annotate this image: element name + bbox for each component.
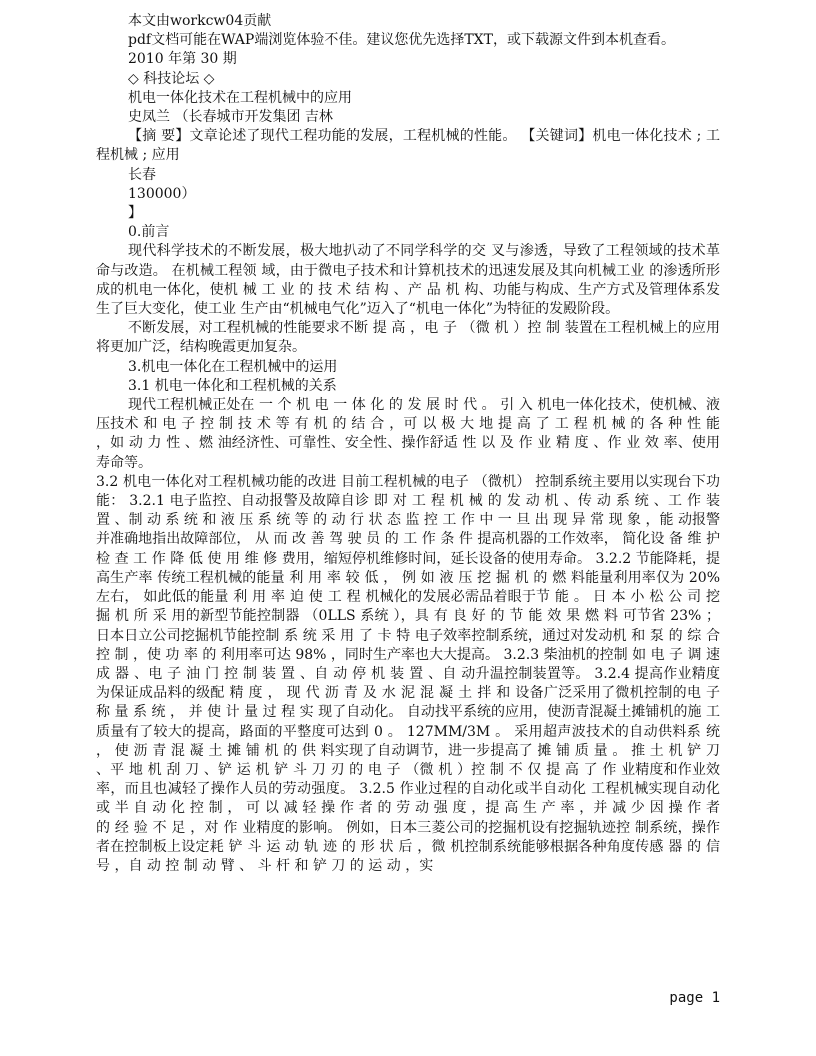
issue-line: 2010 年第 30 期 — [128, 51, 237, 68]
section-3-1-heading: 3.1 机电一体化和工程机械的关系 — [128, 377, 337, 394]
city-line: 长春 — [128, 166, 156, 183]
section-3-2-paragraph: 3.2 机电一体化对工程机械功能的改进 目前工程机械的电子 （微机） 控制系统主要用以实现台下功 能： 3.2.1 电子监控、自动报警及故障自诊 即 对 工 程 机 械 的 发 动 机 、传 动 系 统 、工 作 装 置 、制 动 系 统 和 液 压 系 统 等 的 动 行 状 态 监 控 工 作 中 一 旦 出 现 异 常 现 象 ，能 动报警并准确地指出故障部位， 从 而 改 善 驾 驶 员 的 工 作 条 件 提高机器的工作效率， 简化设 备 维 护 检 查 工 作 降 低 使 用 维 修 费用，缩短停机维修时间，延长设备的使用寿命。 3.2.2 节能降耗，提高生产率 传统工程机械的能量 利 用 率 较 低 ， 例 如 液 压 挖 掘 机 的 燃 料能量利用率仅为 20% 左右， 如此低的能量 利 用 率 迫 使 工 程 机械化的发展必需品着眼于节 能 。 日 本 小 松 公 司 挖 掘 机 所 采 用的新型节能控制器 （0LLS 系统 ），具 有 良 好 的 节 能 效 果 燃 料 可节省 23% ； 日本日立公司挖掘机节能控制 系 统 采 用 了 卡 特 电子效率控制系统，通过对发动机 和 泵 的 综 合 控 制 ，使 功 率 的 利用率可达 98% ，同时生产率也大大提高。 3.2.3 柴油机的控制 如 电 子 调 速 成 器 、电 子 油 门 控 制 装 置 、自 动 停 机 装 置 、自 动升温控制装置等。 3.2.4 提高作业精度 为保证成品料的级配 精 度 ， 现 代 沥 青 及 水 泥 混 凝 土 拌 和 设备广泛采用了微机控制的电 子 称 量 系 统 ， 并 使 计 量 过 程 实 现了自动化。 自动找平系统的应用，使沥青混凝土摊铺机的施 工质量有了较大的提高，路面的平整度可达到 0 。 127MM/3M 。 采用超声波技术的自动供料系 统 ， 使 沥 青 混 凝 土 摊 铺 机 的 供 料实现了自动调节，进一步提高了 摊 铺 质 量 。 推 土 机 铲 刀 、平 地 机 刮 刀 、铲 运 机 铲 斗 刀 刃 的 电 子 （微 机 ）控 制 不 仅 提 高 了 作 业精度和作业效率，而且也减轻了操作人员的劳动强度。 3.2.5 作业过程的自动化或半自动化 工程机械实现自动化 或 半 自 动 化 控 制 ， 可 以 减 轻 操 作 者 的 劳 动 强 度 ，提 高 生 产 率 ，并 减 少 因 操 作 者 的 经 验 不 足 ，对 作 业精度的影响。 例如，日本三菱公司的挖掘机设有挖掘轨迹控 制系统，操作者在控制板上设定耗 铲 斗 运 动 轨 迹 的 形 状 后 ，微 机控制系统能够根据各种角度传感 器 的 信 号 ，自 动 控 制 动 臂 、 斗 杆 和 铲 刀 的 运 动 ，实 — [96, 473, 720, 874]
contributor-line: 本文由workcw04贡献 — [128, 13, 272, 29]
article-title: 机电一体化技术在工程机械中的应用 — [128, 89, 352, 106]
document-page — [96, 12, 720, 876]
abstract-keywords: 【摘 要】文章论述了现代工程功能的发展，工程机械的性能。 【关键词】机电一体化技术 ; 工程机械 ; 应用 — [96, 128, 720, 164]
column-label: ◇ 科技论坛 ◇ — [128, 70, 215, 87]
section-0-paragraph-1: 现代科学技术的不断发展，极大地扒动了不同学科学的交 叉与渗透，导致了工程领域的技术革命与改造。 在机械工程领 域，由于微电子技术和计算机技术的迅速发展及其向机械工业 的渗透所形成的机电一体化，使机 械 工 业 的 技 术 结 构 、产 品 机 构、功能与构成、生产方式及管理体系发生了巨大变化，使工业 生产由“机械电气化”迈入了“机电一体化”为特征的发殿阶段。 — [96, 243, 720, 318]
page-number: page 1 — [669, 990, 720, 1006]
postcode-line: 130000） — [128, 185, 196, 202]
wap-notice: pdf文档可能在WAP端浏览体验不佳。建议您优先选择TXT，或下载源文件到本机查看。 — [128, 32, 675, 49]
bracket-close: 】 — [128, 205, 142, 222]
section-3-heading: 3.机电一体化在工程机械中的运用 — [128, 358, 338, 375]
section-0-paragraph-2: 不断发展，对工程机械的性能要求不断 提 高 ，电 子 （微 机 ）控 制 装置在工程机械上的应用将更加广泛，结构晚霞更加复杂。 — [96, 320, 720, 356]
section-3-1-paragraph: 现代工程机械正处在 一 个 机 电 一 体 化 的 发 展 时 代 。 引 入 机电一体化技术，使机械、液压技术 和 电 子 控 制 技 术 等 有 机 的 结 合 ，可 以 极 大 地 提 高 了 工 程 机 械 的 各 种 性 能 ，如 动 力 性 、燃 油经济性、可靠性、安全性、操作舒适 性 以 及 作 业 精 度 、作 业 效 率、使用寿命等。 — [96, 397, 720, 471]
section-0-heading: 0.前言 — [128, 224, 170, 241]
author-line: 史凤兰 （长春城市开发集团 吉林 — [128, 109, 333, 126]
